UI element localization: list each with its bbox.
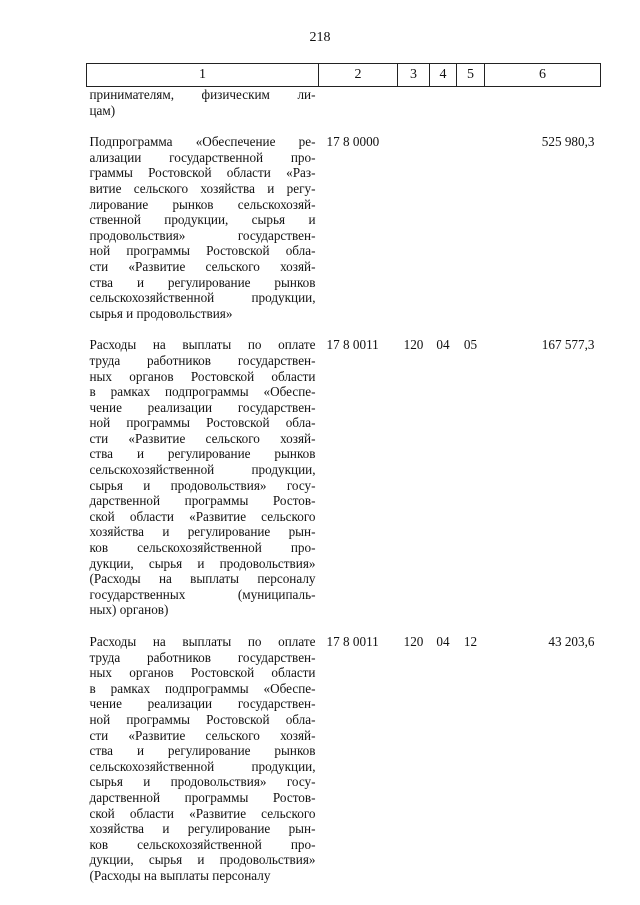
- column-header: 3: [398, 64, 430, 87]
- description-line: цам): [89, 102, 116, 118]
- description-line: ственной продукции, сырья и: [89, 212, 316, 228]
- amount-value: 167 577,3: [541, 337, 595, 353]
- description-line: (Расходы на выплаты персоналу: [89, 571, 316, 587]
- subsection-code: 05: [463, 337, 478, 353]
- description-line: Расходы на выплаты по оплате: [89, 634, 316, 649]
- section-code: 04: [436, 337, 450, 353]
- description-line: ной программы Ростовской обла-: [89, 711, 316, 727]
- description-line: ства и регулирование рынков: [89, 274, 316, 290]
- description-line: в рамках подпрограммы «Обеспе-: [89, 680, 316, 696]
- amount-value: 525 980,3: [541, 134, 595, 150]
- description-line: труда работников государствен-: [89, 352, 316, 368]
- description-line: ной программы Ростовской обла-: [89, 415, 316, 431]
- description-line: граммы Ростовской области «Раз-: [89, 165, 316, 181]
- description-line: витие сельского хозяйства и регу-: [89, 180, 316, 196]
- description-line: ных органов Ростовской области: [89, 665, 316, 681]
- description-line: ской области «Развитие сельского: [89, 508, 316, 524]
- column-header: 4: [430, 64, 457, 87]
- description-line: (Расходы на выплаты персоналу: [89, 867, 271, 883]
- description-line: сти «Развитие сельского хозяй-: [89, 430, 316, 446]
- target-article-code: 17 8 0011: [326, 634, 379, 649]
- description-line: ства и регулирование рынков: [89, 446, 316, 462]
- description-line: дукции, сырья и продовольствия»: [89, 852, 316, 868]
- description-line: ализации государственной про-: [89, 149, 316, 165]
- description-line: дукции, сырья и продовольствия»: [89, 555, 316, 571]
- row-description: [87, 337, 319, 634]
- description-line: сельскохозяйственной продукции,: [89, 290, 316, 306]
- expense-type-code: [398, 87, 430, 135]
- amount-value: 43 203,6: [548, 634, 595, 649]
- description-line: принимателям, физическим ли-: [89, 87, 316, 102]
- description-line: чение реализации государствен-: [89, 696, 316, 712]
- expense-type-code: 120: [403, 634, 424, 649]
- budget-table: [86, 63, 601, 884]
- description-line: труда работников государствен-: [89, 649, 316, 665]
- description-line: сти «Развитие сельского хозяй-: [89, 258, 316, 274]
- subsection-code: [457, 87, 485, 135]
- description-line: ства и регулирование рынков: [89, 743, 316, 759]
- page-number: 218: [309, 30, 331, 45]
- description-line: сти «Развитие сельского хозяй-: [89, 727, 316, 743]
- table-row: [87, 337, 601, 634]
- section-code: [430, 134, 457, 337]
- description-line: сельскохозяйственной продукции,: [89, 462, 316, 478]
- description-line: чение реализации государствен-: [89, 399, 316, 415]
- section-code: 04: [436, 634, 450, 649]
- table-row: [87, 134, 601, 337]
- description-line: ков сельскохозяйственной про-: [89, 540, 316, 556]
- expense-type-code: 120: [403, 337, 424, 353]
- row-description: [87, 134, 319, 337]
- column-header: 6: [485, 64, 601, 87]
- description-line: сырья и продовольствия» госу-: [89, 774, 316, 790]
- target-article-code: 17 8 0000: [326, 134, 380, 150]
- table-row: [87, 634, 601, 884]
- description-line: сырья и продовольствия» госу-: [89, 477, 316, 493]
- target-article-code: 17 8 0011: [326, 337, 379, 353]
- description-line: лирование рынков сельскохозяй-: [89, 196, 316, 212]
- row-description: [87, 634, 319, 884]
- column-header: 1: [87, 64, 319, 87]
- description-line: ской области «Развитие сельского: [89, 805, 316, 821]
- description-line: сырья и продовольствия»: [89, 305, 233, 321]
- description-line: государственных (муниципаль-: [89, 586, 316, 602]
- section-code: [430, 87, 457, 135]
- description-line: дарственной программы Ростов-: [89, 493, 316, 509]
- table-header-row: [87, 64, 601, 87]
- description-line: сельскохозяйственной продукции,: [89, 758, 316, 774]
- description-line: ков сельскохозяйственной про-: [89, 836, 316, 852]
- column-header: 2: [319, 64, 398, 87]
- description-line: Подпрограмма «Обеспечение ре-: [89, 134, 316, 150]
- description-line: ных) органов): [89, 602, 169, 618]
- description-line: ной программы Ростовской обла-: [89, 243, 316, 259]
- description-line: Расходы на выплаты по оплате: [89, 337, 316, 353]
- subsection-code: [457, 134, 485, 337]
- description-line: продовольствия» государствен-: [89, 227, 316, 243]
- target-article-code: [319, 87, 398, 135]
- column-header: 5: [457, 64, 485, 87]
- expense-type-code: [398, 134, 430, 337]
- table-row: [87, 87, 601, 135]
- description-line: дарственной программы Ростов-: [89, 789, 316, 805]
- amount-value: [485, 87, 601, 135]
- description-line: ных органов Ростовской области: [89, 368, 316, 384]
- description-line: хозяйства и регулирование рын-: [89, 524, 316, 540]
- description-line: в рамках подпрограммы «Обеспе-: [89, 384, 316, 400]
- row-description: [87, 87, 319, 135]
- subsection-code: 12: [463, 634, 478, 649]
- description-line: хозяйства и регулирование рын-: [89, 821, 316, 837]
